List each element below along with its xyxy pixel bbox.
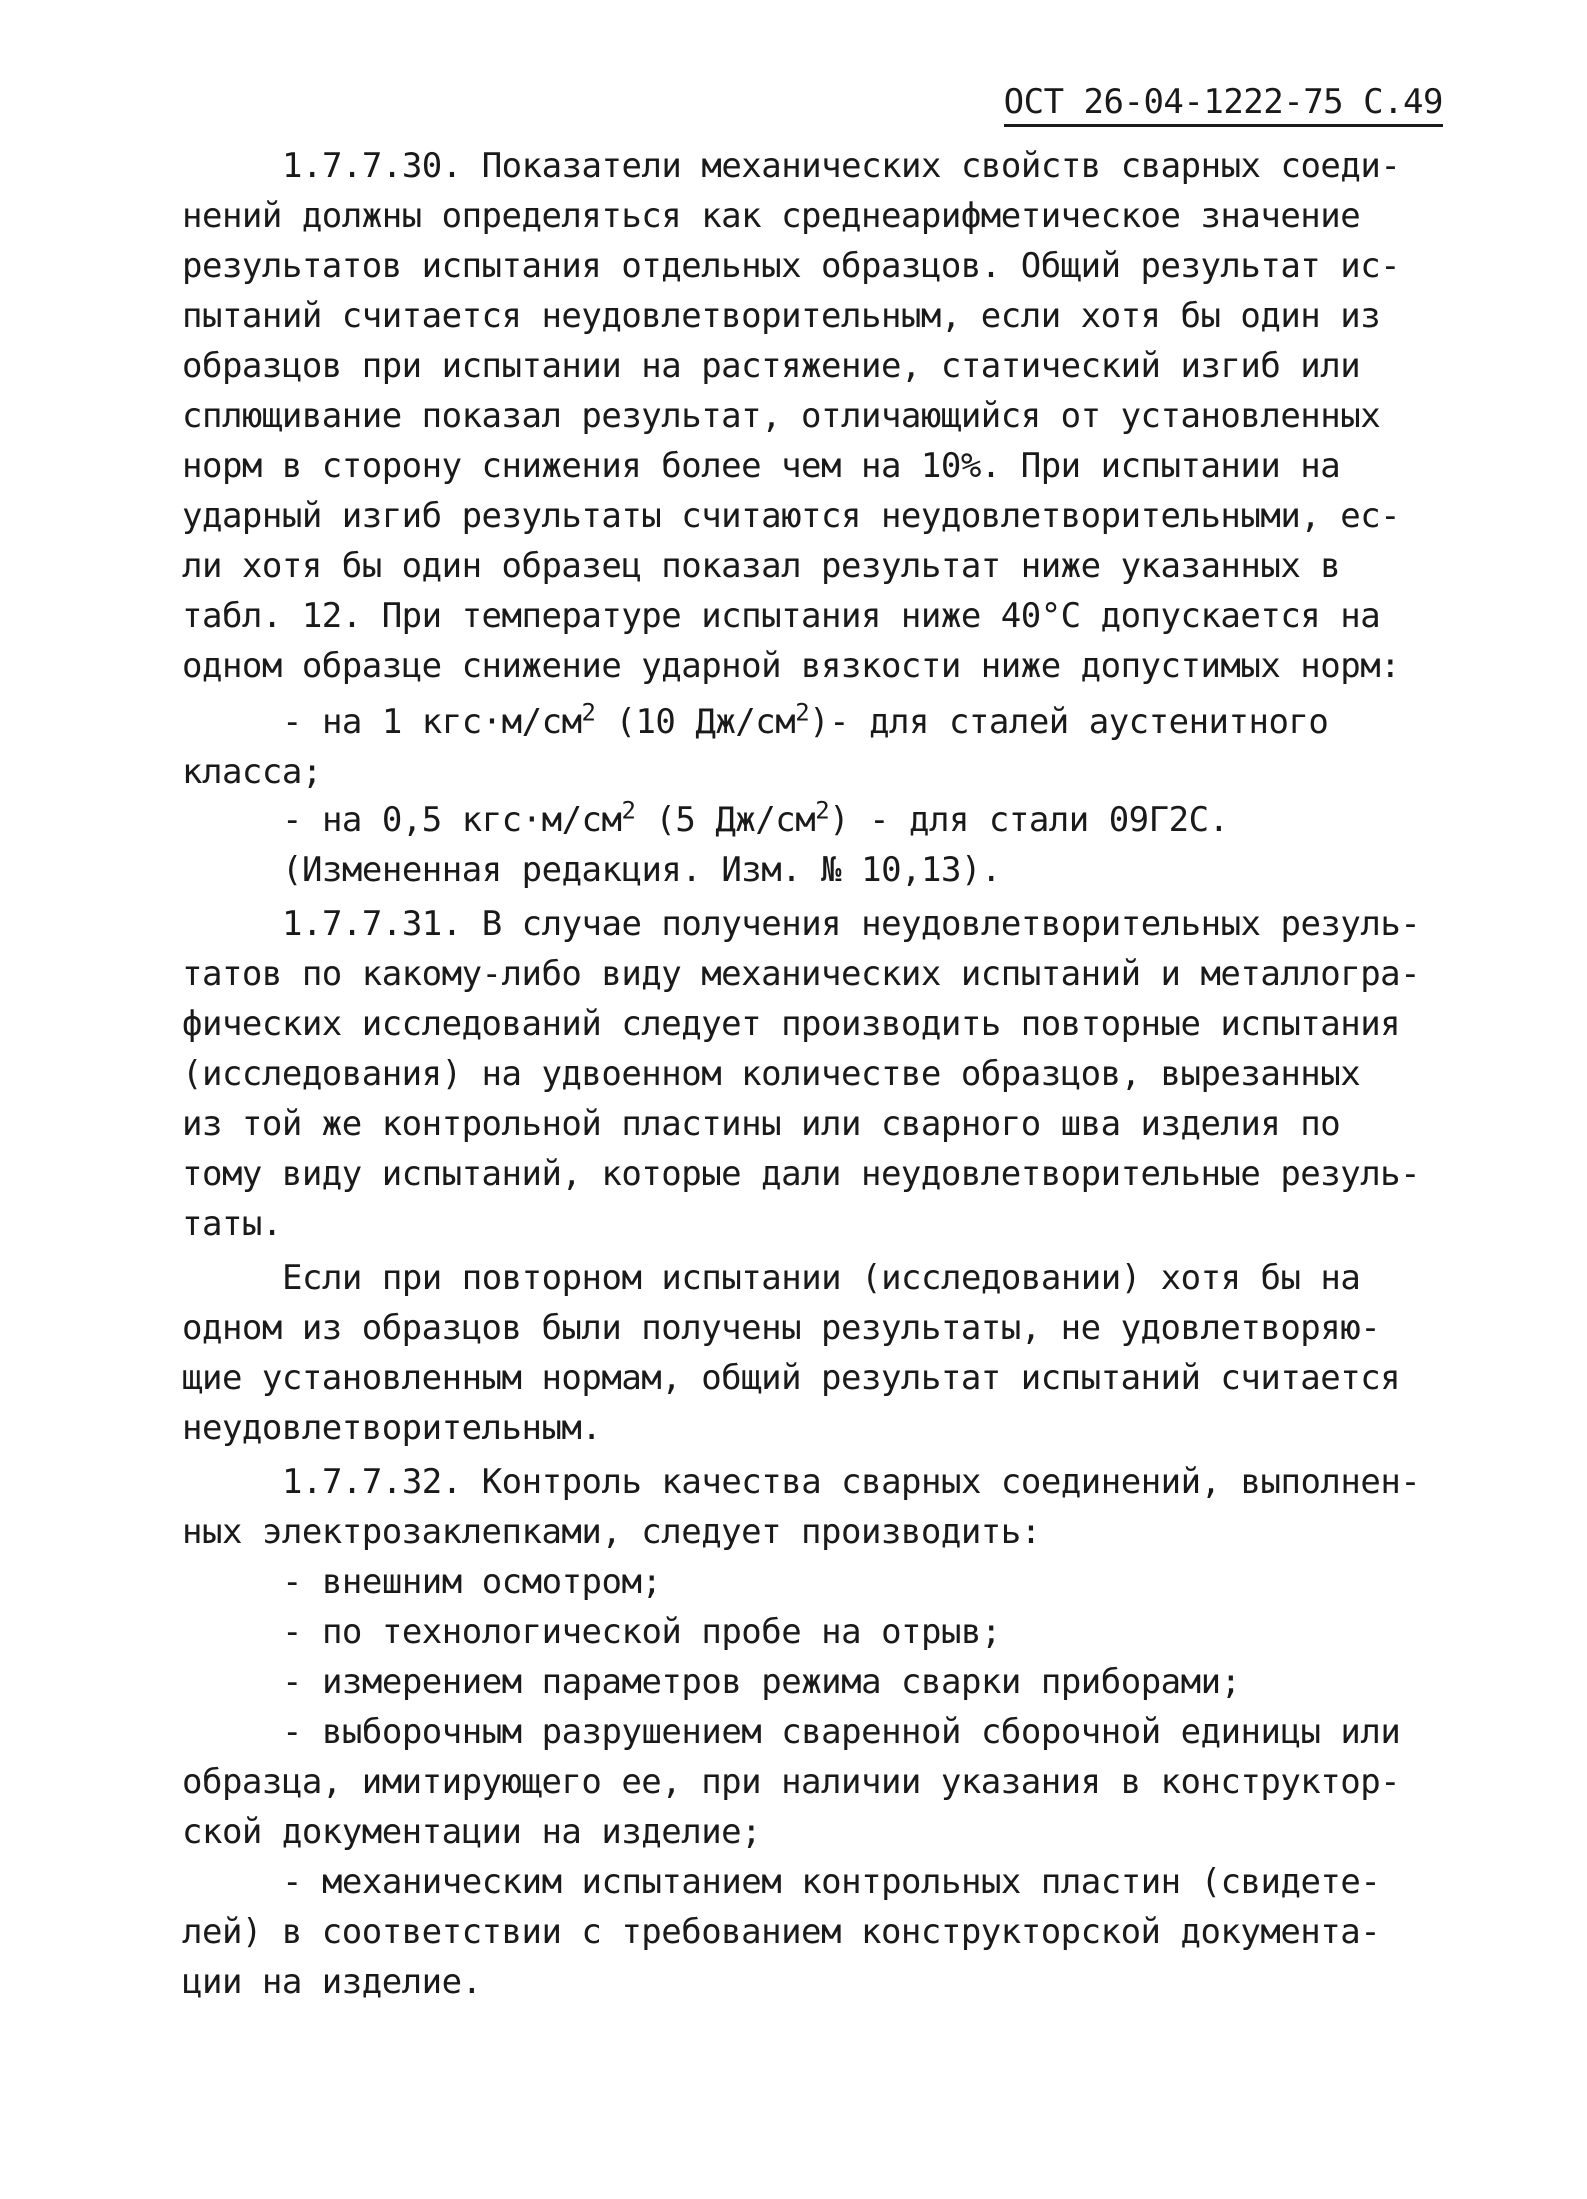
text-line: из той же контрольной пластины или сварного шва изделия по	[182, 1104, 1341, 1144]
text-line: 1.7.7.32. Контроль качества сварных соединений, выполнен-	[282, 1462, 1421, 1502]
text-line: ных электрозаклепками, следует производить:	[182, 1512, 1041, 1552]
text-line: ударный изгиб результаты считаются неудовлетворительными, ес-	[182, 496, 1401, 536]
text-line: тому виду испытаний, которые дали неудовлетворительные резуль-	[182, 1154, 1421, 1194]
text-line-formula	[282, 698, 1329, 742]
text-line: - измерением параметров режима сварки приборами;	[282, 1662, 1241, 1702]
superscript: 2	[815, 796, 830, 825]
text-line: (исследования) на удвоенном количестве образцов, вырезанных	[182, 1054, 1361, 1094]
superscript: 2	[621, 796, 636, 825]
text-line: Если при повторном испытании (исследовании) хотя бы на	[282, 1258, 1361, 1298]
text-line: образца, имитирующего ее, при наличии указания в конструктор-	[182, 1762, 1401, 1802]
text-line: одном из образцов были получены результаты, не удовлетворяю-	[182, 1308, 1381, 1348]
document-header: ОСТ 26-04-1222-75 С.49	[1004, 82, 1443, 127]
text-line: результатов испытания отдельных образцов. Общий результат ис-	[182, 246, 1401, 286]
formula-text: - на 1 кгс·м/см	[282, 702, 582, 742]
text-line: лей) в соответствии с требованием конструкторской документа-	[182, 1912, 1381, 1952]
text-line: таты.	[182, 1204, 282, 1244]
text-line: 1.7.7.31. В случае получения неудовлетворительных резуль-	[282, 904, 1421, 944]
text-line: пытаний считается неудовлетворительным, если хотя бы один из	[182, 296, 1381, 336]
text-line-formula	[282, 796, 1229, 840]
formula-text: ) - для стали 09Г2С.	[829, 800, 1229, 840]
text-line: татов по какому-либо виду механических испытаний и металлогра-	[182, 954, 1421, 994]
text-line: неудовлетворительным.	[182, 1408, 602, 1448]
text-line: ции на изделие.	[182, 1962, 482, 2002]
text-line: 1.7.7.30. Показатели механических свойств сварных соеди-	[282, 146, 1401, 186]
formula-text: )- для сталей аустенитного	[809, 702, 1329, 742]
text-line: - по технологической пробе на отрыв;	[282, 1612, 1001, 1652]
text-line: нений должны определяться как среднеарифметическое значение	[182, 196, 1361, 236]
formula-text: - на 0,5 кгс·м/см	[282, 800, 622, 840]
text-line: норм в сторону снижения более чем на 10%. При испытании на	[182, 446, 1341, 486]
superscript: 2	[795, 698, 810, 727]
text-line: одном образце снижение ударной вязкости ниже допустимых норм:	[182, 646, 1401, 686]
text-line: табл. 12. При температуре испытания ниже 40°С допускается на	[182, 596, 1381, 636]
text-line: - выборочным разрушением сваренной сборочной единицы или	[282, 1712, 1401, 1752]
text-line: фических исследований следует производить повторные испытания	[182, 1004, 1401, 1044]
text-line: - механическим испытанием контрольных пластин (свидете-	[282, 1862, 1381, 1902]
text-line: ли хотя бы один образец показал результат ниже указанных в	[182, 546, 1341, 586]
text-line: сплющивание показал результат, отличающийся от установленных	[182, 396, 1381, 436]
formula-text: (10 Дж/см	[595, 702, 796, 742]
text-line: - внешним осмотром;	[282, 1562, 662, 1602]
text-line: ской документации на изделие;	[182, 1812, 762, 1852]
text-line: класса;	[182, 752, 322, 792]
text-line: (Измененная редакция. Изм. № 10,13).	[282, 850, 1001, 890]
text-line: образцов при испытании на растяжение, статический изгиб или	[182, 346, 1361, 386]
superscript: 2	[581, 698, 596, 727]
formula-text: (5 Дж/см	[635, 800, 816, 840]
text-line: щие установленным нормам, общий результат испытаний считается	[182, 1358, 1401, 1398]
